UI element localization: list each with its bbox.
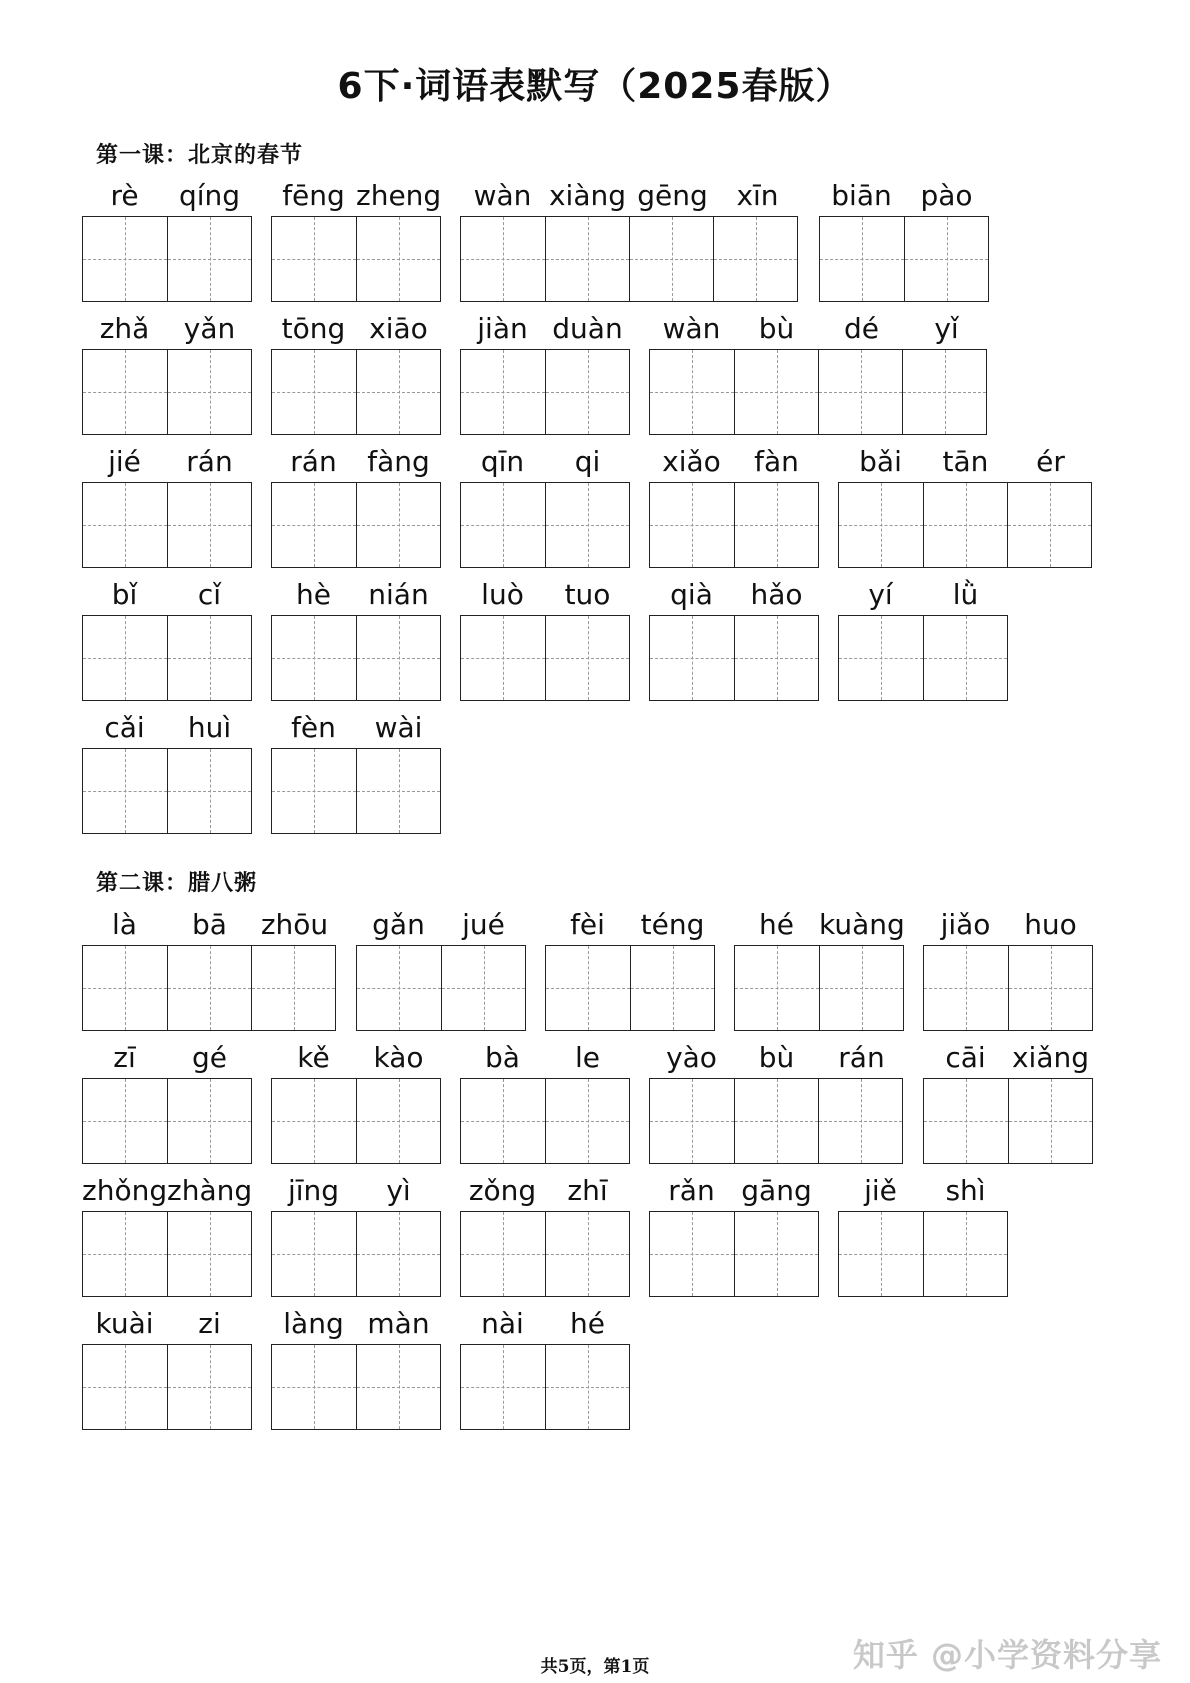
pinyin-syllable: zi — [198, 1307, 221, 1340]
writing-grid — [460, 482, 630, 568]
writing-grid — [460, 216, 798, 302]
tianzige-cell[interactable] — [839, 1212, 923, 1296]
tianzige-cell[interactable] — [272, 217, 356, 301]
writing-grid — [82, 1211, 252, 1297]
tianzige-cell[interactable] — [923, 616, 1007, 700]
pinyin-row — [460, 1171, 630, 1211]
lesson-2-heading: 第二课：腊八粥 — [96, 870, 258, 896]
pinyin-row — [819, 176, 989, 216]
tianzige-cell[interactable] — [356, 616, 440, 700]
tianzige-cell[interactable] — [545, 1345, 629, 1429]
tianzige-cell[interactable] — [83, 217, 167, 301]
word-entry — [271, 1038, 441, 1164]
word-entry — [82, 708, 252, 834]
pinyin-syllable: qīn — [480, 445, 525, 478]
word-entry — [649, 575, 819, 701]
word-entry — [271, 442, 441, 568]
pinyin-syllable: jiě — [864, 1174, 897, 1207]
word-entry — [460, 1304, 630, 1430]
pinyin-syllable: xiǎng — [1011, 1041, 1090, 1074]
tianzige-cell[interactable] — [167, 616, 251, 700]
pinyin-syllable: luò — [481, 578, 524, 611]
tianzige-cell[interactable] — [167, 749, 251, 833]
tianzige-cell[interactable] — [167, 1079, 251, 1163]
pinyin-syllable: gǎn — [372, 908, 425, 941]
word-entry — [838, 442, 1093, 568]
writing-grid — [460, 615, 630, 701]
pinyin-row — [923, 905, 1093, 945]
pinyin-syllable: bù — [758, 1041, 795, 1074]
pinyin-syllable: fèi — [570, 908, 605, 941]
pinyin-syllable: wàn — [662, 312, 721, 345]
writing-grid — [923, 1078, 1093, 1164]
word-entry — [271, 176, 441, 302]
pinyin-syllable: fàn — [754, 445, 799, 478]
tianzige-cell[interactable] — [272, 483, 356, 567]
tianzige-cell[interactable] — [734, 1079, 818, 1163]
pinyin-row — [82, 176, 252, 216]
writing-grid — [271, 216, 441, 302]
word-entry — [82, 1304, 252, 1430]
word-entry — [460, 442, 630, 568]
pinyin-syllable: tuo — [564, 578, 611, 611]
tianzige-cell[interactable] — [83, 483, 167, 567]
pinyin-syllable: fàng — [367, 445, 430, 478]
tianzige-cell[interactable] — [357, 946, 441, 1030]
tianzige-cell[interactable] — [167, 350, 251, 434]
tianzige-cell[interactable] — [272, 350, 356, 434]
pinyin-row — [271, 442, 441, 482]
pinyin-syllable: xiàng — [548, 179, 627, 212]
tianzige-cell[interactable] — [356, 217, 440, 301]
pinyin-syllable: biān — [831, 179, 892, 212]
pinyin-row — [271, 309, 441, 349]
pinyin-syllable: lǜ — [952, 578, 979, 611]
tianzige-cell[interactable] — [461, 350, 545, 434]
tianzige-cell[interactable] — [545, 483, 629, 567]
pinyin-syllable: rán — [186, 445, 233, 478]
pinyin-syllable: màn — [367, 1307, 430, 1340]
pinyin-syllable: jué — [462, 908, 505, 941]
tianzige-cell[interactable] — [83, 350, 167, 434]
pinyin-syllable: wài — [374, 711, 423, 744]
pinyin-row — [460, 309, 630, 349]
pinyin-syllable: bù — [758, 312, 795, 345]
pinyin-row — [271, 575, 441, 615]
pinyin-syllable: yì — [386, 1174, 411, 1207]
tianzige-cell[interactable] — [545, 1212, 629, 1296]
tianzige-cell[interactable] — [356, 749, 440, 833]
pinyin-syllable: jiǎo — [940, 908, 991, 941]
page-title: 6下·词语表默写（2025春版） — [337, 66, 853, 107]
pinyin-syllable: yào — [666, 1041, 717, 1074]
word-entry — [923, 905, 1093, 1031]
writing-grid — [271, 1211, 441, 1297]
word-entry — [271, 1171, 441, 1297]
word-entry — [460, 309, 630, 435]
writing-grid — [82, 615, 252, 701]
tianzige-cell[interactable] — [1008, 1079, 1092, 1163]
pinyin-syllable: le — [574, 1041, 600, 1074]
tianzige-cell[interactable] — [272, 1345, 356, 1429]
tianzige-cell[interactable] — [251, 946, 335, 1030]
pinyin-row — [460, 575, 630, 615]
tianzige-cell[interactable] — [356, 1212, 440, 1296]
writing-grid — [271, 482, 441, 568]
tianzige-cell[interactable] — [167, 217, 251, 301]
pinyin-syllable: xīn — [736, 179, 779, 212]
pinyin-syllable: kuàng — [819, 908, 905, 941]
tianzige-cell[interactable] — [923, 483, 1007, 567]
pinyin-row — [82, 309, 252, 349]
pinyin-row — [271, 1038, 441, 1078]
tianzige-cell[interactable] — [461, 1345, 545, 1429]
pinyin-syllable: zī — [113, 1041, 136, 1074]
pinyin-syllable: zhōu — [260, 908, 329, 941]
writing-grid — [819, 216, 989, 302]
pinyin-syllable: jīng — [287, 1174, 340, 1207]
pinyin-row — [545, 905, 715, 945]
word-entry — [82, 1171, 252, 1297]
tianzige-cell[interactable] — [356, 350, 440, 434]
pinyin-syllable: bǐ — [111, 578, 138, 611]
pinyin-row — [838, 442, 1093, 482]
pinyin-syllable: nián — [368, 578, 429, 611]
word-entry — [649, 1038, 904, 1164]
word-entry — [271, 575, 441, 701]
pinyin-syllable: téng — [640, 908, 705, 941]
pinyin-syllable: rán — [838, 1041, 885, 1074]
word-entry — [271, 1304, 441, 1430]
tianzige-cell[interactable] — [629, 217, 713, 301]
pinyin-syllable: cāi — [945, 1041, 986, 1074]
pinyin-row — [460, 1038, 630, 1078]
tianzige-cell[interactable] — [820, 217, 904, 301]
pinyin-row — [82, 1171, 252, 1211]
pinyin-syllable: zhǒng — [82, 1174, 168, 1207]
pinyin-syllable: hǎo — [750, 578, 803, 611]
word-entry — [649, 309, 989, 435]
pinyin-syllable: gāng — [741, 1174, 812, 1207]
tianzige-cell[interactable] — [461, 1079, 545, 1163]
tianzige-cell[interactable] — [272, 616, 356, 700]
pinyin-syllable: kuài — [95, 1307, 154, 1340]
word-entry — [460, 176, 800, 302]
pinyin-row — [271, 708, 441, 748]
tianzige-cell[interactable] — [83, 1079, 167, 1163]
pinyin-syllable: cǐ — [197, 578, 222, 611]
tianzige-cell[interactable] — [1008, 946, 1092, 1030]
writing-grid — [271, 1078, 441, 1164]
tianzige-cell[interactable] — [356, 483, 440, 567]
tianzige-cell[interactable] — [83, 1212, 167, 1296]
pinyin-syllable: xiāo — [369, 312, 428, 345]
writing-grid — [460, 1078, 630, 1164]
tianzige-cell[interactable] — [734, 483, 818, 567]
tianzige-cell[interactable] — [167, 1212, 251, 1296]
writing-grid — [271, 748, 441, 834]
pinyin-syllable: bā — [192, 908, 227, 941]
pinyin-syllable: hé — [759, 908, 794, 941]
writing-grid — [356, 945, 526, 1031]
pinyin-syllable: hé — [570, 1307, 605, 1340]
tianzige-cell[interactable] — [272, 1079, 356, 1163]
pinyin-syllable: dé — [844, 312, 879, 345]
word-entry — [82, 575, 252, 701]
pinyin-syllable: ér — [1036, 445, 1065, 478]
writing-grid — [271, 349, 441, 435]
pinyin-row — [82, 442, 252, 482]
pinyin-syllable: yǐ — [934, 312, 959, 345]
pinyin-syllable: qi — [574, 445, 601, 478]
writing-grid — [82, 748, 252, 834]
pinyin-row — [356, 905, 526, 945]
pinyin-row — [649, 1171, 819, 1211]
pinyin-syllable: nài — [481, 1307, 524, 1340]
writing-grid — [649, 1211, 819, 1297]
tianzige-cell[interactable] — [904, 217, 988, 301]
pinyin-row — [82, 1038, 252, 1078]
writing-grid — [82, 1078, 252, 1164]
pinyin-syllable: zhàng — [167, 1174, 253, 1207]
tianzige-cell[interactable] — [818, 1079, 902, 1163]
word-entry — [82, 176, 252, 302]
word-entry — [82, 309, 252, 435]
writing-grid — [271, 615, 441, 701]
word-entry — [82, 442, 252, 568]
tianzige-cell[interactable] — [902, 350, 986, 434]
writing-grid — [649, 482, 819, 568]
pinyin-row — [838, 1171, 1008, 1211]
tianzige-cell[interactable] — [650, 616, 734, 700]
pinyin-syllable: huì — [187, 711, 232, 744]
pinyin-syllable: duàn — [552, 312, 623, 345]
pinyin-syllable: zhǎ — [99, 312, 150, 345]
tianzige-cell[interactable] — [839, 483, 923, 567]
writing-grid — [82, 945, 336, 1031]
word-entry — [838, 575, 1008, 701]
pinyin-syllable: huo — [1024, 908, 1077, 941]
tianzige-cell[interactable] — [545, 616, 629, 700]
tianzige-cell[interactable] — [650, 350, 734, 434]
pinyin-syllable: jié — [108, 445, 141, 478]
tianzige-cell[interactable] — [461, 1212, 545, 1296]
pinyin-syllable: yǎn — [183, 312, 236, 345]
writing-grid — [460, 1211, 630, 1297]
word-entry — [460, 575, 630, 701]
pinyin-syllable: kào — [373, 1041, 424, 1074]
tianzige-cell[interactable] — [461, 616, 545, 700]
writing-grid — [923, 945, 1093, 1031]
word-entry — [271, 708, 441, 834]
word-entry — [819, 176, 989, 302]
tianzige-cell[interactable] — [83, 946, 167, 1030]
pinyin-syllable: wàn — [473, 179, 532, 212]
writing-grid — [460, 1344, 630, 1430]
pinyin-syllable: pào — [920, 179, 973, 212]
pinyin-row — [923, 1038, 1093, 1078]
word-entry — [734, 905, 904, 1031]
word-entry — [356, 905, 526, 1031]
writing-grid — [649, 1078, 903, 1164]
writing-grid — [838, 482, 1092, 568]
writing-grid — [271, 1344, 441, 1430]
tianzige-cell[interactable] — [819, 946, 903, 1030]
pinyin-row — [82, 905, 337, 945]
tianzige-cell[interactable] — [839, 616, 923, 700]
pinyin-syllable: gēng — [637, 179, 708, 212]
pinyin-row — [649, 309, 989, 349]
tianzige-cell[interactable] — [924, 946, 1008, 1030]
tianzige-cell[interactable] — [545, 217, 629, 301]
tianzige-cell[interactable] — [818, 350, 902, 434]
word-entry — [838, 1171, 1008, 1297]
pinyin-row — [838, 575, 1008, 615]
pinyin-syllable: zǒng — [468, 1174, 537, 1207]
tianzige-cell[interactable] — [630, 946, 714, 1030]
tianzige-cell[interactable] — [713, 217, 797, 301]
pinyin-syllable: bà — [485, 1041, 520, 1074]
pinyin-syllable: bǎi — [859, 445, 902, 478]
pinyin-row — [460, 176, 800, 216]
pinyin-row — [82, 1304, 252, 1344]
tianzige-cell[interactable] — [545, 350, 629, 434]
pinyin-syllable: fèn — [291, 711, 336, 744]
word-entry — [460, 1038, 630, 1164]
writing-grid — [460, 349, 630, 435]
pinyin-syllable: fēng — [282, 179, 345, 212]
tianzige-cell[interactable] — [650, 1079, 734, 1163]
pinyin-syllable: cǎi — [104, 711, 145, 744]
writing-grid — [649, 349, 987, 435]
pinyin-syllable: zhī — [567, 1174, 608, 1207]
tianzige-cell[interactable] — [167, 483, 251, 567]
pinyin-syllable: yí — [868, 578, 893, 611]
word-entry — [82, 1038, 252, 1164]
pinyin-syllable: zheng — [356, 179, 442, 212]
pinyin-row — [271, 176, 441, 216]
tianzige-cell[interactable] — [924, 1079, 1008, 1163]
tianzige-cell[interactable] — [167, 946, 251, 1030]
pinyin-syllable: làng — [283, 1307, 344, 1340]
pinyin-row — [649, 1038, 904, 1078]
pinyin-syllable: là — [112, 908, 137, 941]
tianzige-cell[interactable] — [546, 946, 630, 1030]
watermark: 知乎 @小学资料分享 — [852, 1636, 1162, 1674]
tianzige-cell[interactable] — [923, 1212, 1007, 1296]
writing-grid — [838, 1211, 1008, 1297]
pinyin-row — [649, 575, 819, 615]
pinyin-syllable: tōng — [281, 312, 346, 345]
pinyin-syllable: rán — [290, 445, 337, 478]
writing-grid — [545, 945, 715, 1031]
writing-grid — [82, 216, 252, 302]
pinyin-syllable: rǎn — [668, 1174, 715, 1207]
tianzige-cell[interactable] — [441, 946, 525, 1030]
pinyin-syllable: hè — [296, 578, 331, 611]
word-entry — [82, 905, 337, 1031]
tianzige-cell[interactable] — [356, 1079, 440, 1163]
pinyin-syllable: gé — [192, 1041, 227, 1074]
writing-grid — [82, 482, 252, 568]
pinyin-row — [460, 1304, 630, 1344]
tianzige-cell[interactable] — [734, 350, 818, 434]
tianzige-cell[interactable] — [734, 1212, 818, 1296]
tianzige-cell[interactable] — [734, 616, 818, 700]
pinyin-syllable: kě — [297, 1041, 330, 1074]
writing-grid — [649, 615, 819, 701]
writing-grid — [82, 349, 252, 435]
tianzige-cell[interactable] — [272, 1212, 356, 1296]
word-entry — [460, 1171, 630, 1297]
pinyin-syllable: tān — [942, 445, 989, 478]
tianzige-cell[interactable] — [650, 1212, 734, 1296]
pinyin-row — [82, 575, 252, 615]
tianzige-cell[interactable] — [356, 1345, 440, 1429]
pinyin-syllable: rè — [110, 179, 139, 212]
pinyin-row — [271, 1304, 441, 1344]
writing-grid — [82, 1344, 252, 1430]
tianzige-cell[interactable] — [735, 946, 819, 1030]
tianzige-cell[interactable] — [272, 749, 356, 833]
writing-grid — [838, 615, 1008, 701]
pinyin-row — [649, 442, 819, 482]
word-entry — [649, 1171, 819, 1297]
page-footer: 共5页，第1页 — [540, 1657, 650, 1677]
pinyin-row — [82, 708, 252, 748]
pinyin-row — [734, 905, 904, 945]
pinyin-row — [271, 1171, 441, 1211]
tianzige-cell[interactable] — [545, 1079, 629, 1163]
pinyin-syllable: jiàn — [477, 312, 528, 345]
writing-grid — [734, 945, 904, 1031]
tianzige-cell[interactable] — [167, 1345, 251, 1429]
pinyin-syllable: shì — [945, 1174, 986, 1207]
word-entry — [545, 905, 715, 1031]
word-entry — [649, 442, 819, 568]
lesson-1-heading: 第一课：北京的春节 — [96, 142, 304, 168]
pinyin-row — [460, 442, 630, 482]
pinyin-syllable: qíng — [178, 179, 241, 212]
word-entry — [923, 1038, 1093, 1164]
tianzige-cell[interactable] — [1007, 483, 1091, 567]
pinyin-syllable: qià — [670, 578, 713, 611]
tianzige-cell[interactable] — [461, 483, 545, 567]
tianzige-cell[interactable] — [83, 616, 167, 700]
tianzige-cell[interactable] — [461, 217, 545, 301]
word-entry — [271, 309, 441, 435]
tianzige-cell[interactable] — [650, 483, 734, 567]
tianzige-cell[interactable] — [83, 1345, 167, 1429]
pinyin-syllable: xiǎo — [662, 445, 721, 478]
tianzige-cell[interactable] — [83, 749, 167, 833]
